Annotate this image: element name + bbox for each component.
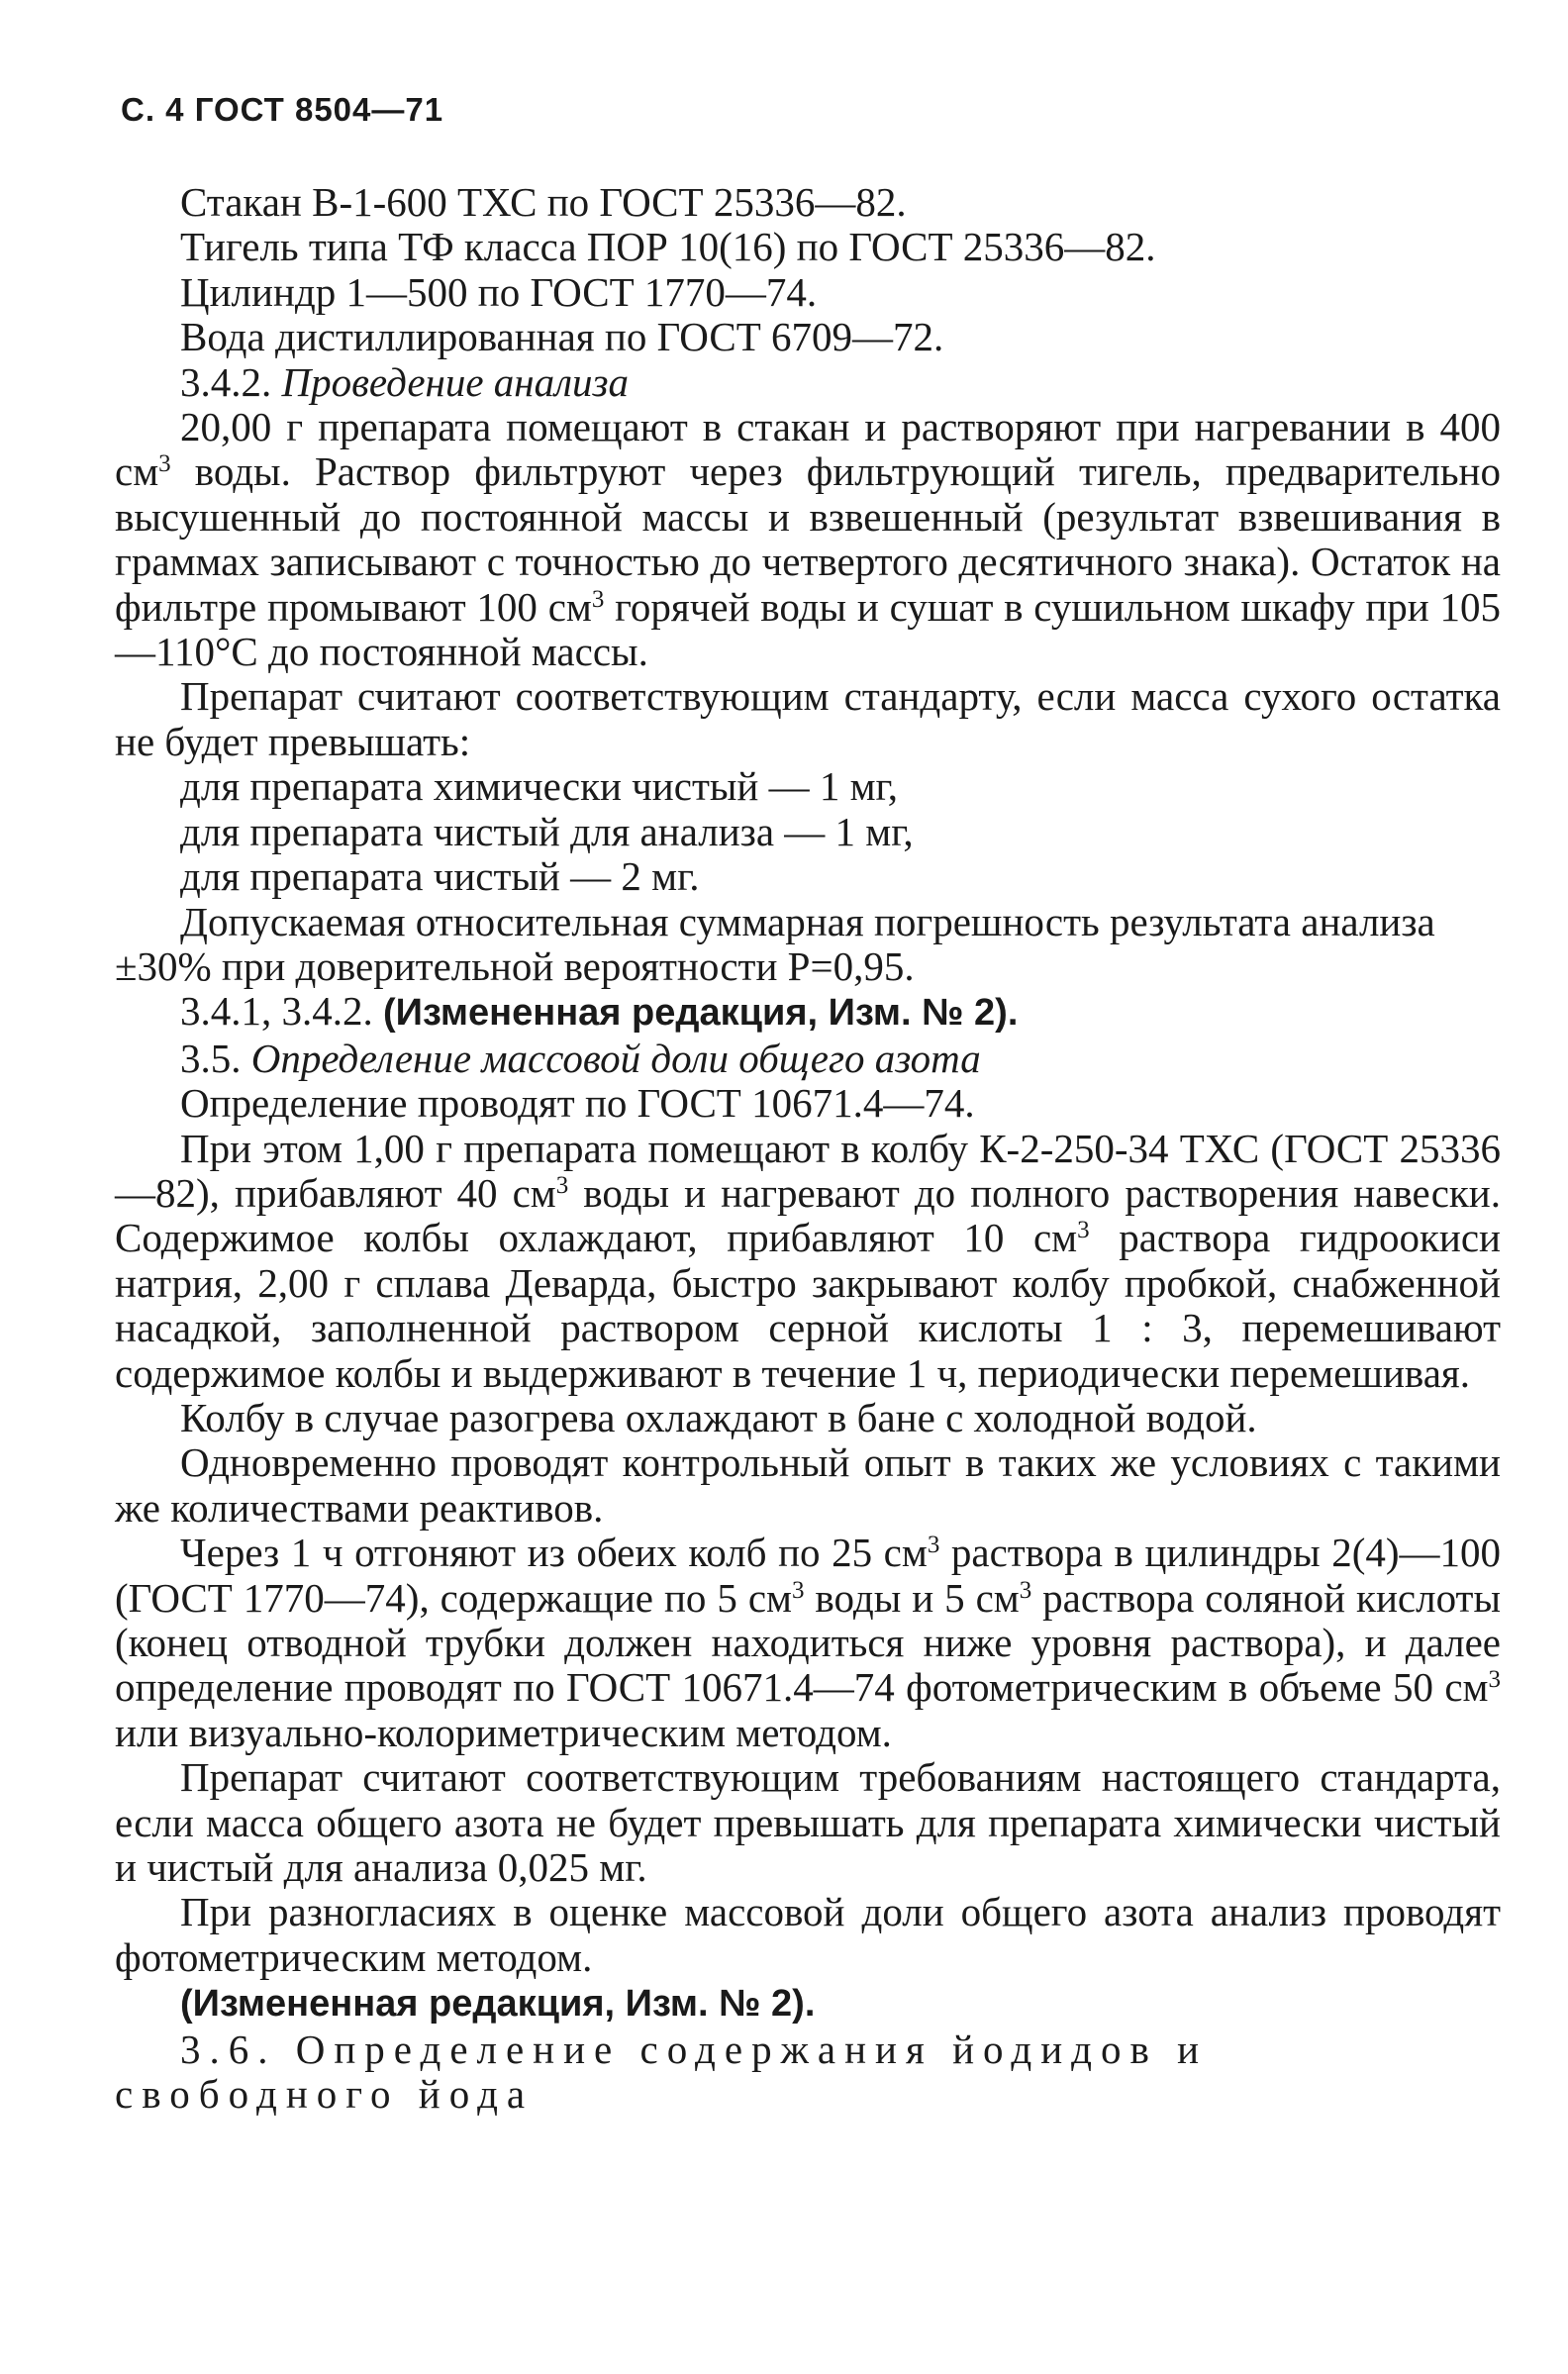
superscript: 3 [555, 1171, 569, 1199]
superscript: 3 [158, 450, 171, 478]
page-header: С. 4 ГОСТ 8504—71 [121, 91, 444, 128]
amendment-note-2 [115, 1980, 1501, 2027]
analysis-procedure [115, 405, 1501, 674]
text-run: раствора соляной кислоты (конец отводной трубки должен находиться ниже уровня раствора), и далее определение проводят по ГОСТ 10671.4—74 фотометрическим в объеме 50 см [115, 1574, 1502, 1711]
text-run: горячей воды и сушат в сушильном шкафу при 105—110°С до постоянной массы. [115, 583, 1501, 675]
distillation-procedure [115, 1531, 1501, 1755]
section-3-5-heading [115, 1037, 1501, 1081]
text-run: воды и 5 см [804, 1574, 1020, 1621]
method-reference: Определение проводят по ГОСТ 10671.4—74. [180, 1080, 975, 1127]
amendment-text: (Измененная редакция, Изм. № 2). [383, 992, 1019, 1035]
superscript: 3 [1019, 1576, 1032, 1604]
control-experiment: Одновременно проводят контрольный опыт в таких же условиях с такими же количествами реактивов. [115, 1439, 1501, 1531]
superscript: 3 [791, 1576, 805, 1604]
section-number: 3.4.2. [180, 358, 282, 405]
apparatus-beaker: Стакан В-1-600 ТХС по ГОСТ 25336—82. [180, 179, 907, 225]
amendment-text: (Измененная редакция, Изм. № 2). [180, 1983, 816, 2026]
apparatus-water: Вода дистиллированная по ГОСТ 6709—72. [180, 314, 944, 360]
nitrogen-criterion: Препарат считают соответствующим требованиям настоящего стандарта, если масса общего азота не будет превышать для препарата химически чистый и чистый для анализа 0,025 мг. [115, 1754, 1501, 1891]
text-run: воды. Раствор фильтруют через фильтрующий тигель, предварительно высушенный до постоянной массы и взвешенный (результат взвешивания в граммах записывают с точностью до четвертого десятичного знака). Остаток на фильтре промывают 100 см [115, 448, 1501, 630]
residue-criterion: Препарат считают соответствующим стандарту, если масса сухого остатка не будет превышать: [115, 673, 1501, 764]
limit-pure: для препарата чистый — 2 мг. [180, 853, 700, 900]
section-title: Проведение анализа [281, 358, 630, 405]
text-run: При этом 1,00 г препарата помещают в колбу К-2-250-34 ТХС (ГОСТ 25336—82), прибавляют 40 см [115, 1125, 1501, 1216]
section-title: Определение массовой доли общего азота [250, 1035, 981, 1081]
text-run: раствора гидроокиси натрия, 2,00 г сплава Деварда, быстро закрывают колбу пробкой, снабженной насадкой, заполненной раствором серной кислоты 1 : 3, перемешивают содержимое колбы и выдерживают в течение 1 ч, периодически перемешивая. [115, 1215, 1501, 1396]
superscript: 3 [591, 585, 605, 613]
apparatus-crucible: Тигель типа ТФ класса ПОР 10(16) по ГОСТ 25336—82. [180, 224, 1156, 270]
text-run: раствора в цилиндры 2(4)—100 (ГОСТ 1770—74), содержащие по 5 см [115, 1530, 1501, 1621]
section-3-6-heading: 3.6. Определение содержания йодидов и свободного йода [115, 2026, 1209, 2118]
document-body [115, 180, 1501, 2117]
limit-chemically-pure: для препарата химически чистый — 1 мг, [180, 763, 898, 810]
cooling-note: Колбу в случае разогрева охлаждают в бане с холодной водой. [180, 1394, 1257, 1440]
superscript: 3 [1488, 1666, 1501, 1694]
superscript: 3 [1077, 1217, 1090, 1244]
apparatus-cylinder: Цилиндр 1—500 по ГОСТ 1770—74. [180, 268, 818, 315]
text-run: воды и нагревают до полного растворения навески. Содержимое колбы охлаждают, прибавляют 10 см [115, 1169, 1501, 1261]
limit-analytical-grade: для препарата чистый для анализа — 1 мг, [180, 808, 914, 854]
amendment-ref: 3.4.1, 3.4.2. [180, 988, 383, 1035]
amendment-note-1 [115, 989, 1501, 1036]
error-statement: Допускаемая относительная суммарная погрешность результата анализа ±30% при доверительной вероятности Р=0,95. [115, 898, 1435, 989]
text-run: Через 1 ч отгоняют из обеих колб по 25 см [180, 1530, 928, 1576]
text-run: или визуально-колориметрическим методом. [115, 1709, 892, 1755]
dispute-note: При разногласиях в оценке массовой доли общего азота анализ проводят фотометрическим методом. [115, 1889, 1501, 1980]
text-run: 20,00 г препарата помещают в стакан и растворяют при нагревании в 400 см [115, 404, 1501, 495]
section-number: 3.5. [180, 1035, 251, 1081]
superscript: 3 [927, 1532, 940, 1559]
nitrogen-procedure [115, 1127, 1501, 1396]
section-3-4-2-heading [115, 360, 1501, 405]
